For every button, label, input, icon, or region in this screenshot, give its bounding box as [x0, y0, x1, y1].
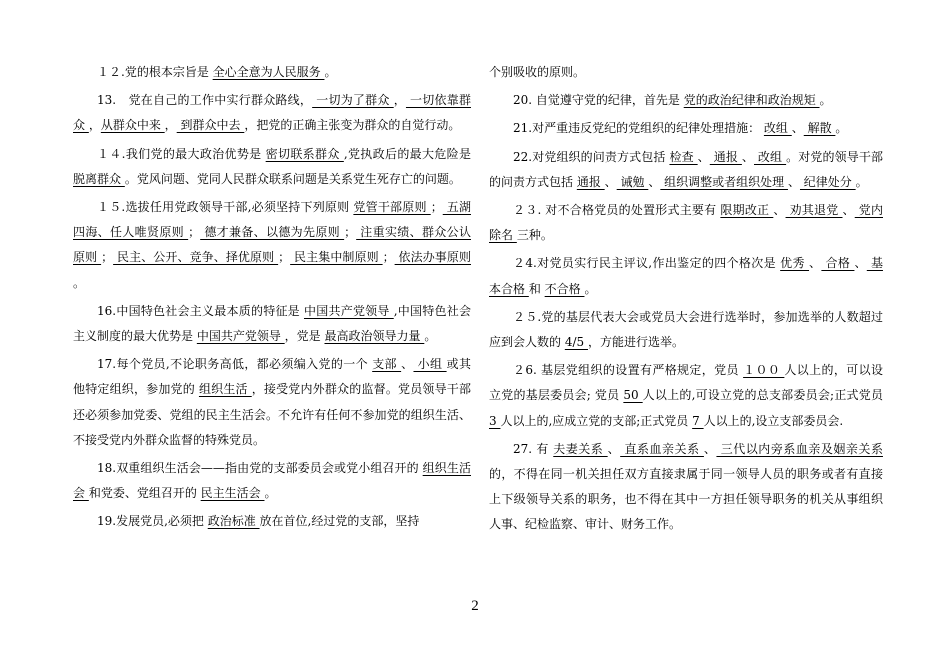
question-text: 、 — [809, 256, 822, 271]
question-paragraph — [73, 509, 471, 534]
question-text: ，接受党内外群众的监督。党员领导干部还必须参加党委、党组的民主生活会。不允许有任何不参加党的组织生活、不接受党内外群众监督的特殊党员。 — [73, 382, 471, 447]
answer-blank: 脱离群众 — [73, 171, 125, 186]
question-text: 、 — [697, 149, 710, 164]
question-text: ； — [382, 250, 395, 265]
question-text: 和 — [528, 281, 545, 296]
question-text: 、 — [787, 174, 800, 189]
question-paragraph — [489, 198, 883, 248]
question-paragraph — [489, 88, 883, 113]
question-text: １５.选拔任用党政领导干部,必须坚持下列原则 — [97, 200, 354, 215]
answer-blank: 通报 — [709, 149, 742, 164]
question-text: 。 — [424, 329, 437, 344]
answer-blank: 中国共产党领导 — [303, 303, 394, 318]
answer-blank: 检查 — [669, 149, 698, 164]
answer-blank: 夫妻关系 — [553, 441, 608, 456]
answer-blank: 支部 — [372, 357, 402, 372]
question-text: 放在首位,经过党的支部，坚持 — [259, 514, 420, 529]
question-text: 、 — [648, 174, 661, 189]
question-text: ,党执政后的最大危险是 — [343, 146, 471, 161]
question-paragraph — [73, 88, 471, 138]
question-text: ,中国特色社会主义制度的最大优势是 — [73, 303, 471, 344]
question-text: ， — [88, 118, 101, 133]
answer-blank: 党的政治纪律和政治规矩 — [683, 93, 820, 108]
answer-blank: 50 — [623, 388, 643, 403]
answer-blank: 中国共产党领导 — [196, 329, 285, 344]
question-paragraph — [73, 299, 471, 349]
question-paragraph — [489, 358, 883, 434]
question-text: 20. 自觉遵守党的纪律，首先是 — [513, 93, 684, 108]
question-paragraph — [73, 195, 471, 296]
answer-blank: 党管干部原则 — [353, 200, 431, 215]
answer-blank: 4/5 — [564, 335, 588, 350]
question-text: 、 — [842, 203, 855, 218]
question-text: ， — [393, 93, 406, 108]
question-text: 17.每个党员,不论职务高低，都必须编入党的一个 — [97, 357, 373, 372]
question-paragraph — [489, 437, 883, 538]
question-paragraph — [73, 60, 471, 85]
question-paragraph — [489, 145, 883, 195]
question-text: 个别吸收的原则。 — [489, 65, 586, 79]
question-text: 27. 有 — [513, 441, 554, 456]
answer-blank: 合格 — [821, 256, 855, 271]
question-text: 13. 党在自己的工作中实行群众路线， — [97, 93, 313, 108]
answer-blank: 3 — [489, 413, 501, 428]
question-text: 、 — [773, 203, 786, 218]
answer-blank: １００ — [743, 363, 785, 378]
question-paragraph — [73, 456, 471, 506]
question-text: 21.对严重违反党纪的党组织的纪律处理措施： — [513, 121, 764, 136]
answer-blank: 德才兼备、以德为先原则 — [200, 225, 345, 240]
answer-blank: 组织调整或者组织处理 — [660, 174, 788, 189]
question-paragraph — [73, 142, 471, 192]
answer-blank: 组织生活会 — [73, 461, 471, 501]
answer-blank: 优秀 — [780, 256, 810, 271]
question-text: ； — [430, 200, 443, 215]
answer-blank: 解散 — [803, 121, 836, 136]
answer-blank: 通报 — [576, 174, 605, 189]
question-text: 。 — [584, 281, 597, 296]
answer-blank: 政治标准 — [207, 514, 260, 529]
question-paragraph — [489, 305, 883, 355]
answer-blank: 民主生活会 — [200, 486, 265, 501]
answer-blank: 纪律处分 — [799, 174, 856, 189]
question-text: 三种。 — [516, 228, 553, 243]
question-paragraph — [489, 116, 883, 141]
question-text: ２３. 对不合格党员的处置形式主要有 — [513, 203, 721, 218]
question-text: 、 — [401, 357, 414, 372]
left-column — [73, 60, 471, 535]
answer-blank: 改组 — [763, 121, 792, 136]
answer-blank: 一切为了群众 — [312, 93, 394, 108]
answer-blank: 注重实绩、群众公认原则 — [73, 225, 471, 265]
question-text: 、 — [604, 174, 617, 189]
answer-blank: 限期改正 — [720, 203, 774, 218]
question-text: ２５.党的基层代表大会或党员大会进行选举时，参加选举的人数超过应到会人数的 — [489, 309, 883, 350]
question-text: 人以上的,应成立党的支部;正式党员 — [500, 413, 693, 428]
question-text: 的，不得在同一机关担任双方直接隶属于同一领导人员的职务或者有直接上下级领导关系的职务，也不得在其中一方担任领导职务的机关从事组织人事、纪检监察、审计、财务工作。 — [489, 467, 883, 532]
question-text: 人以上的，可以设立党的基层委员会; 党员 — [489, 363, 883, 403]
answer-blank: 不合格 — [544, 281, 585, 296]
question-text: 。 — [264, 486, 277, 501]
answer-blank: 最高政治领导力量 — [324, 329, 425, 344]
question-text: 19.发展党员,必须把 — [97, 514, 208, 529]
question-text: 、 — [854, 256, 867, 271]
question-text: ，党是 — [284, 329, 325, 344]
question-text: 。 — [324, 65, 337, 79]
answer-blank: 全心全意为人民服务 — [212, 65, 325, 79]
question-text: ； — [344, 225, 357, 240]
question-text: ２6. 基层党组织的设置有严格规定，党员 — [513, 363, 744, 378]
answer-blank: 到群众中去 — [176, 118, 245, 133]
question-text: 。 — [855, 174, 868, 189]
question-text: 、 — [791, 121, 804, 136]
answer-blank: 密切联系群众 — [265, 146, 344, 161]
question-text: ； — [188, 225, 201, 240]
answer-blank: 党内除名 — [489, 203, 883, 243]
question-paragraph — [489, 251, 883, 301]
question-text: １４.我们党的最大政治优势是 — [97, 146, 266, 161]
question-text: 和党委、党组召开的 — [88, 486, 201, 501]
question-text: 、 — [703, 441, 717, 456]
question-text: 。 — [835, 121, 848, 136]
question-text: 18.双重组织生活会——指由党的支部委员会或党小组召开的 — [97, 461, 423, 476]
answer-blank: 从群众中来 — [100, 118, 165, 133]
answer-blank: 民主集中制原则 — [290, 250, 383, 265]
answer-blank: 三代以内旁系血亲及姻亲关系 — [716, 441, 883, 456]
question-text: 22.对党组织的问责方式包括 — [513, 149, 670, 164]
page-number: 2 — [471, 598, 479, 614]
question-text: ２4.对党员实行民主评议,作出鉴定的四个格次是 — [513, 256, 781, 271]
question-text: 人以上的,可设立党的总支部委员会;正式党员 — [642, 388, 883, 403]
answer-blank: 改组 — [754, 149, 787, 164]
answer-blank: 劝其退党 — [785, 203, 843, 218]
answer-blank: 直系血亲关系 — [620, 441, 704, 456]
question-text: 人以上的,设立支部委员会. — [703, 413, 844, 428]
question-text: ， — [164, 118, 177, 133]
question-text: ； — [101, 250, 114, 265]
answer-blank: 7 — [692, 413, 704, 428]
answer-blank: 组织生活 — [198, 382, 252, 397]
question-text: ，方能进行选举。 — [587, 335, 684, 350]
answer-blank: 五湖四海、任人唯贤原则 — [73, 200, 471, 240]
question-text: 16.中国特色社会主义最本质的特征是 — [97, 303, 304, 318]
answer-blank: 小组 — [413, 357, 447, 372]
question-text: ，把党的正确主张变为群众的自觉行动。 — [244, 118, 461, 133]
right-column — [489, 60, 883, 538]
question-text: ； — [278, 250, 291, 265]
question-text: １２.党的根本宗旨是 — [97, 65, 213, 79]
answer-blank: 民主、公开、竞争、择优原则 — [113, 250, 279, 265]
question-text: 。 — [819, 93, 832, 108]
question-text: 。对党的领导干部的问责方式包括 — [489, 149, 883, 189]
question-text: 或其他特定组织，参加党的 — [73, 357, 471, 397]
answer-blank: 基本合格 — [489, 256, 883, 296]
question-text: 、 — [607, 441, 621, 456]
answer-blank: 诫勉 — [616, 174, 649, 189]
answer-blank: 一切依靠群众 — [73, 93, 471, 133]
question-text: 。 — [73, 275, 86, 290]
question-text: 。党风问题、党同人民群众联系问题是关系党生死存亡的问题。 — [124, 171, 461, 186]
answer-blank: 依法办事原则 — [394, 250, 471, 265]
question-paragraph — [489, 60, 883, 85]
question-text: 、 — [741, 149, 754, 164]
question-paragraph — [73, 352, 471, 453]
